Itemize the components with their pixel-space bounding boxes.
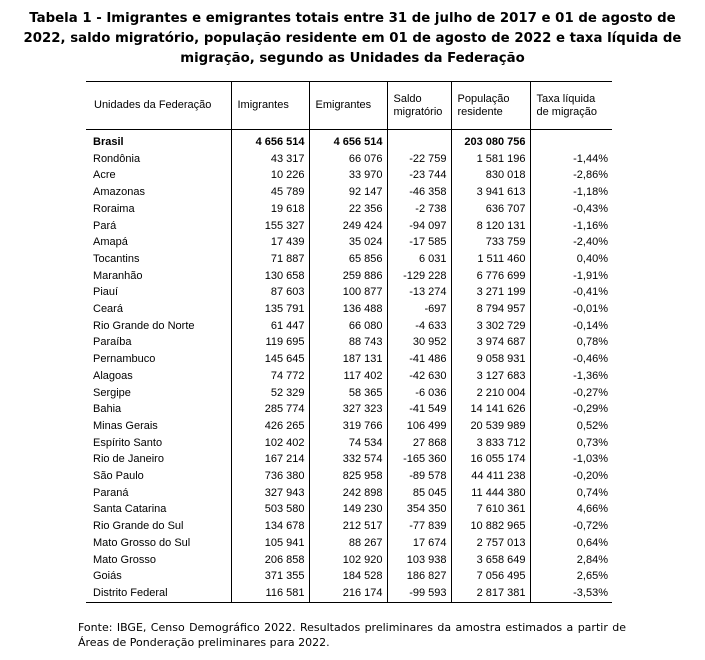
cell-taxa: -1,18% [573,186,608,199]
header-uf: Unidades da Federação [86,82,231,130]
cell-emigrantes: 242 898 [309,485,387,502]
cell-emigrantes: 319 766 [309,418,387,435]
cell-populacao: 10 882 965 [451,518,530,535]
cell-emigrantes: 249 424 [309,218,387,235]
cell-populacao: 3 833 712 [451,435,530,452]
cell-saldo [387,134,451,151]
table-row [86,167,612,184]
table-row [86,251,612,268]
cell-taxa: -1,91% [573,269,608,282]
cell-imigrantes: 503 580 [231,501,309,518]
cell-taxa: -3,53% [530,585,612,602]
cell-populacao: 636 707 [451,201,530,218]
cell-populacao: 3 941 613 [451,184,530,201]
cell-emigrantes: 88 267 [309,535,387,552]
header-populacao [451,82,530,130]
table-row [86,552,612,569]
cell-uf: Paraná [86,485,231,502]
cell-taxa: 2,65% [576,570,608,583]
cell-emigrantes: 136 488 [309,301,387,318]
cell-saldo: -41 549 [387,401,451,418]
cell-imigrantes: 155 327 [231,218,309,235]
cell-emigrantes: 327 323 [309,401,387,418]
cell-populacao: 203 080 756 [451,134,530,151]
cell-emigrantes: 74 534 [309,435,387,452]
cell-saldo: -46 358 [387,184,451,201]
cell-uf: Bahia [86,401,231,418]
cell-emigrantes: 58 365 [309,385,387,402]
cell-emigrantes: 184 528 [309,568,387,585]
cell-saldo: 30 952 [387,334,451,351]
cell-populacao: 3 271 199 [451,284,530,301]
cell-emigrantes: 66 080 [309,318,387,335]
table-row [86,268,612,285]
cell-emigrantes: 187 131 [309,351,387,368]
cell-saldo: -129 228 [387,268,451,285]
cell-imigrantes: 167 214 [231,451,309,468]
table-row [86,184,612,201]
cell-taxa: 2,84% [576,553,608,566]
cell-saldo: -89 578 [387,468,451,485]
cell-imigrantes: 52 329 [231,385,309,402]
cell-populacao: 733 759 [451,234,530,251]
cell-uf: Piauí [86,284,231,301]
cell-imigrantes: 134 678 [231,518,309,535]
header-saldo-line-2: migratório [393,105,443,118]
cell-imigrantes: 10 226 [231,167,309,184]
cell-saldo: -165 360 [387,451,451,468]
header-taxa [530,82,612,130]
cell-uf: Maranhão [86,268,231,285]
cell-taxa: -2,86% [573,169,608,182]
cell-emigrantes: 65 856 [309,251,387,268]
cell-uf: Rondônia [86,151,231,168]
table-row [86,368,612,385]
cell-emigrantes: 92 147 [309,184,387,201]
cell-taxa: -0,41% [573,286,608,299]
cell-saldo: 6 031 [387,251,451,268]
header-imigrantes: Imigrantes [231,82,309,130]
cell-imigrantes: 206 858 [231,552,309,569]
cell-uf: São Paulo [86,468,231,485]
cell-populacao: 7 056 495 [451,568,530,585]
cell-uf: Pará [86,218,231,235]
header-row [86,82,612,130]
cell-imigrantes: 4 656 514 [231,134,309,151]
cell-emigrantes: 102 920 [309,552,387,569]
cell-uf: Amapá [86,234,231,251]
cell-populacao: 14 141 626 [451,401,530,418]
table-row [86,201,612,218]
cell-saldo: 85 045 [387,485,451,502]
table-row [86,568,612,585]
cell-taxa: -0,29% [573,403,608,416]
cell-imigrantes: 371 355 [231,568,309,585]
cell-uf: Rio Grande do Norte [86,318,231,335]
cell-populacao: 3 658 649 [451,552,530,569]
cell-taxa: -2,40% [573,236,608,249]
table-row [86,418,612,435]
cell-uf: Alagoas [86,368,231,385]
source-note: Fonte: IBGE, Censo Demográfico 2022. Resultados preliminares da amostra estimados a partir de Áreas de Ponderação preliminares para 2022. [78,621,626,649]
header-populacao-line-1: População [457,92,510,105]
cell-uf: Paraíba [86,334,231,351]
table-row [86,435,612,452]
cell-imigrantes: 74 772 [231,368,309,385]
cell-saldo: -17 585 [387,234,451,251]
header-taxa-line-1: Taxa líquida [536,92,596,105]
cell-taxa: -0,72% [573,520,608,533]
cell-saldo: 186 827 [387,568,451,585]
cell-taxa: -0,46% [573,353,608,366]
table-row [86,284,612,301]
cell-taxa: -1,03% [573,453,608,466]
header-taxa-line-2: de migração [536,105,598,118]
table-title-line-2: 2022, saldo migratório, população residente em 01 de agosto de 2022 e taxa líquida de [23,31,682,46]
table-row [86,451,612,468]
cell-uf: Minas Gerais [86,418,231,435]
cell-taxa: 0,74% [576,486,608,499]
cell-uf: Pernambuco [86,351,231,368]
cell-uf: Distrito Federal [86,585,231,602]
cell-emigrantes: 149 230 [309,501,387,518]
cell-imigrantes: 327 943 [231,485,309,502]
cell-uf: Roraima [86,201,231,218]
cell-imigrantes: 130 658 [231,268,309,285]
cell-taxa: -0,14% [573,319,608,332]
cell-imigrantes: 45 789 [231,184,309,201]
cell-uf: Mato Grosso [86,552,231,569]
cell-taxa: 0,40% [576,252,608,265]
table-row [86,468,612,485]
cell-populacao: 9 058 931 [451,351,530,368]
table-row [86,318,612,335]
table-body [86,130,612,603]
table-row [86,518,612,535]
cell-populacao: 7 610 361 [451,501,530,518]
cell-imigrantes: 17 439 [231,234,309,251]
header-emigrantes: Emigrantes [309,82,387,130]
cell-saldo: -2 738 [387,201,451,218]
cell-emigrantes: 4 656 514 [309,134,387,151]
cell-saldo: 106 499 [387,418,451,435]
table-header [86,82,612,130]
cell-populacao: 11 444 380 [451,485,530,502]
cell-populacao: 3 974 687 [451,334,530,351]
cell-taxa: -1,16% [573,219,608,232]
cell-uf: Goiás [86,568,231,585]
table-title [12,9,693,69]
cell-uf: Santa Catarina [86,501,231,518]
cell-imigrantes: 736 380 [231,468,309,485]
cell-saldo: -99 593 [387,585,451,602]
cell-uf: Brasil [86,134,231,151]
cell-taxa: 0,73% [576,436,608,449]
cell-saldo: -22 759 [387,151,451,168]
cell-uf: Acre [86,167,231,184]
header-saldo [387,82,451,130]
cell-emigrantes: 216 174 [309,585,387,602]
migration-table [86,81,612,603]
cell-populacao: 2 817 381 [451,585,530,602]
table-row [86,385,612,402]
cell-imigrantes: 71 887 [231,251,309,268]
cell-uf: Rio Grande do Sul [86,518,231,535]
table-row [86,351,612,368]
table-row [86,151,612,168]
cell-uf: Espírito Santo [86,435,231,452]
cell-emigrantes: 100 877 [309,284,387,301]
table-title-line-3: migração, segundo as Unidades da Federação [180,51,525,66]
cell-uf: Tocantins [86,251,231,268]
table-row [86,234,612,251]
cell-imigrantes: 119 695 [231,334,309,351]
cell-taxa: 0,52% [576,419,608,432]
cell-emigrantes: 66 076 [309,151,387,168]
cell-uf: Amazonas [86,184,231,201]
table-row [86,535,612,552]
table-row [86,301,612,318]
cell-populacao: 3 302 729 [451,318,530,335]
cell-populacao: 1 511 460 [451,251,530,268]
cell-populacao: 8 120 131 [451,218,530,235]
cell-uf: Rio de Janeiro [86,451,231,468]
cell-imigrantes: 105 941 [231,535,309,552]
cell-taxa: -0,43% [573,202,608,215]
cell-saldo: 354 350 [387,501,451,518]
cell-saldo: -6 036 [387,385,451,402]
cell-imigrantes: 285 774 [231,401,309,418]
cell-populacao: 6 776 699 [451,268,530,285]
cell-taxa: 4,66% [576,503,608,516]
cell-taxa: 0,78% [576,336,608,349]
cell-saldo: -94 097 [387,218,451,235]
cell-imigrantes: 87 603 [231,284,309,301]
cell-saldo: -23 744 [387,167,451,184]
cell-populacao: 8 794 957 [451,301,530,318]
cell-taxa: -1,44% [573,152,608,165]
cell-taxa [530,134,612,151]
cell-imigrantes: 116 581 [231,585,309,602]
table-row [86,585,612,602]
cell-taxa: -0,27% [573,386,608,399]
cell-emigrantes: 332 574 [309,451,387,468]
header-saldo-line-1: Saldo [393,92,422,105]
cell-saldo: 27 868 [387,435,451,452]
cell-populacao: 1 581 196 [451,151,530,168]
cell-populacao: 2 210 004 [451,385,530,402]
cell-imigrantes: 135 791 [231,301,309,318]
cell-taxa: -0,01% [573,303,608,316]
table-row [86,334,612,351]
cell-taxa: -1,36% [573,369,608,382]
cell-taxa: 0,64% [576,536,608,549]
cell-saldo: -77 839 [387,518,451,535]
cell-saldo: -697 [387,301,451,318]
cell-taxa: -0,20% [573,470,608,483]
cell-imigrantes: 19 618 [231,201,309,218]
table-title-line-1: Tabela 1 - Imigrantes e emigrantes totais entre 31 de julho de 2017 e 01 de agosto de [29,11,676,26]
cell-saldo: -4 633 [387,318,451,335]
cell-saldo: 103 938 [387,552,451,569]
cell-emigrantes: 22 356 [309,201,387,218]
cell-emigrantes: 35 024 [309,234,387,251]
table-row [86,218,612,235]
cell-emigrantes: 88 743 [309,334,387,351]
cell-populacao: 16 055 174 [451,451,530,468]
cell-populacao: 20 539 989 [451,418,530,435]
cell-imigrantes: 61 447 [231,318,309,335]
table-row [86,485,612,502]
cell-populacao: 44 411 238 [451,468,530,485]
cell-populacao: 2 757 013 [451,535,530,552]
cell-emigrantes: 825 958 [309,468,387,485]
cell-emigrantes: 259 886 [309,268,387,285]
header-populacao-line-2: residente [457,105,503,118]
cell-imigrantes: 145 645 [231,351,309,368]
cell-saldo: -13 274 [387,284,451,301]
cell-populacao: 830 018 [451,167,530,184]
cell-imigrantes: 43 317 [231,151,309,168]
cell-imigrantes: 426 265 [231,418,309,435]
cell-saldo: -41 486 [387,351,451,368]
cell-imigrantes: 102 402 [231,435,309,452]
table-row [86,501,612,518]
cell-uf: Ceará [86,301,231,318]
cell-saldo: -42 630 [387,368,451,385]
table-row [86,401,612,418]
cell-uf: Mato Grosso do Sul [86,535,231,552]
cell-uf: Sergipe [86,385,231,402]
table-row-total [86,134,612,151]
cell-emigrantes: 212 517 [309,518,387,535]
cell-emigrantes: 117 402 [309,368,387,385]
cell-populacao: 3 127 683 [451,368,530,385]
cell-saldo: 17 674 [387,535,451,552]
cell-emigrantes: 33 970 [309,167,387,184]
